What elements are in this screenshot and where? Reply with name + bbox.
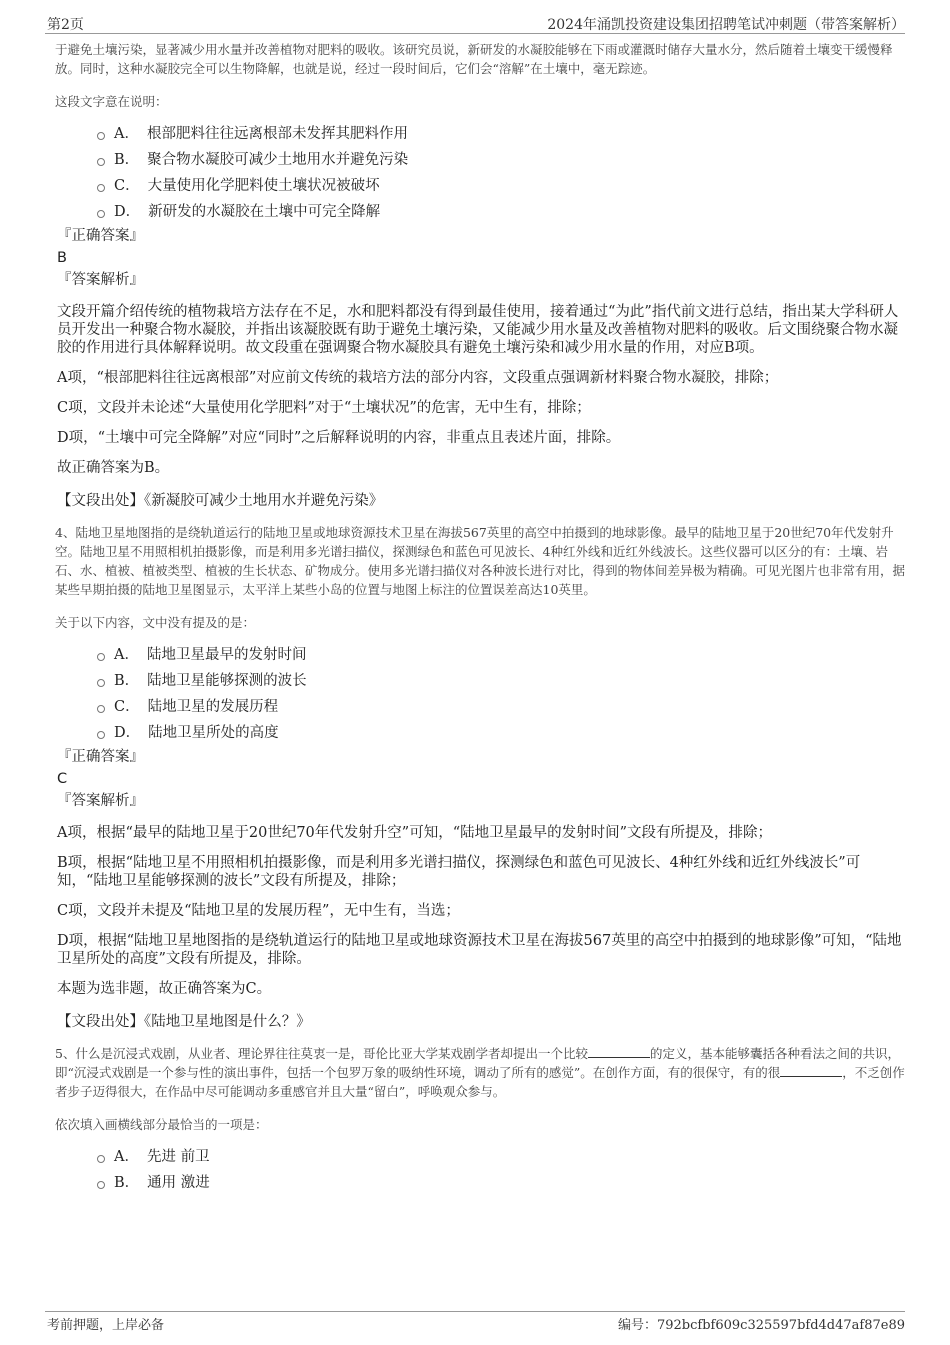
q3-answer: B xyxy=(57,250,67,266)
q4-analysis-line: A项，根据“最早的陆地卫星于20世纪70年代发射升空”可知，“陆地卫星最早的发射时间”文段有所提及，排除； xyxy=(57,825,773,841)
q3-analysis-line: D项，“土壤中可完全降解”对应“同时”之后解释说明的内容，非重点且表述片面，排除。 xyxy=(57,430,621,446)
radio-icon[interactable] xyxy=(97,731,105,739)
radio-icon[interactable] xyxy=(97,653,105,661)
q3-analysis-line: 故正确答案为B。 xyxy=(57,460,170,476)
radio-icon[interactable] xyxy=(97,1155,105,1163)
q3-prompt: 这段文字意在说明： xyxy=(55,94,168,109)
q3-option-c[interactable]: C． 大量使用化学肥料使土壤状况被破坏 xyxy=(97,173,905,199)
footer-divider xyxy=(45,1311,905,1312)
q4-answer-label: 『正确答案』 xyxy=(57,749,144,765)
footer-slogan: 考前押题，上岸必备 xyxy=(47,1318,165,1333)
q5-options xyxy=(97,1144,905,1196)
radio-icon[interactable] xyxy=(97,1181,105,1189)
page-header xyxy=(0,0,950,36)
q4-option-a[interactable]: A． 陆地卫星最早的发射时间 xyxy=(97,642,905,668)
q4-analysis-label: 『答案解析』 xyxy=(57,793,144,809)
page-content xyxy=(45,40,905,1196)
q4-prompt: 关于以下内容，文中没有提及的是： xyxy=(55,615,256,630)
q4-analysis-line: B项，根据“陆地卫星不用照相机拍摄影像，而是利用多光谱扫描仪，探测绿色和蓝色可见波长、4种红外线和近红外线波长”可知，“陆地卫星能够探测的波长”文段有所提及，排除； xyxy=(57,855,861,889)
q3-answer-label: 『正确答案』 xyxy=(57,228,144,244)
q4-option-b[interactable]: B． 陆地卫星能够探测的波长 xyxy=(97,668,905,694)
q4-option-c[interactable]: C． 陆地卫星的发展历程 xyxy=(97,694,905,720)
fill-blank-1 xyxy=(588,1045,650,1058)
q5-option-b[interactable]: B． 通用 激进 xyxy=(97,1170,905,1196)
q3-option-b[interactable]: B． 聚合物水凝胶可减少土地用水并避免污染 xyxy=(97,147,905,173)
q5-stem: 5、什么是沉浸式戏剧，从业者、理论界往往莫衷一是，哥伦比亚大学某戏剧学者却提出一个比较 的定义，基本能够囊括各种看法之间的共识，即“沉浸式戏剧是一个参与性的演出事件，包括一个包罗万象的吸纳性环境，调动了所有的感觉”。在创作方面，有的很保守，有的很 ，不乏创作者步子迈得很大，在作品中尽可能调动多重感官并且大量“留白”，呼唤观众参与。 xyxy=(55,1046,905,1099)
q4-analysis-line: C项，文段并未提及“陆地卫星的发展历程”，无中生有，当选； xyxy=(57,903,460,919)
q3-analysis-line: C项，文段并未论述“大量使用化学肥料”对于“土壤状况”的危害，无中生有，排除； xyxy=(57,400,591,416)
q3-analysis-line: A项，“根部肥料往往远离根部”对应前文传统的栽培方法的部分内容，文段重点强调新材料聚合物水凝胶，排除； xyxy=(57,370,779,386)
radio-icon[interactable] xyxy=(97,158,105,166)
q4-stem: 4、陆地卫星地图指的是绕轨道运行的陆地卫星或地球资源技术卫星在海拔567英里的高空中拍摄到的地球影像。最早的陆地卫星于20世纪70年代发射升空。陆地卫星不用照相机拍摄影像，而是利用多光谱扫描仪，探测绿色和蓝色可见波长、4种红外线和近红外线波长。这些仪器可以区分的有：土壤、岩石、水、植被、植被类型、植被的生长状态、矿物成分。使用多光谱扫描仪对各种波长进行对比，得到的物体间差异极为精确。可见光图片也非常有用，据某些早期拍摄的陆地卫星图显示，太平洋上某些小岛的位置与地图上标注的位置误差高达10英里。 xyxy=(55,525,906,597)
radio-icon[interactable] xyxy=(97,184,105,192)
q3-analysis-line: 文段开篇介绍传统的植物栽培方法存在不足，水和肥料都没有得到最佳使用，接着通过“为此”指代前文进行总结，指出某大学科研人员开发出一种聚合物水凝胶，并指出该凝胶既有助于避免土壤污染，又能减少用水量及改善植物对肥料的吸收。后文围绕聚合物水凝胶的作用进行具体解释说明。故文段重在强调聚合物水凝胶具有避免土壤污染和减少用水量的作用，对应B项。 xyxy=(57,304,899,356)
document-id: 编号：792bcfbf609c325597bfd4d47af87e89 xyxy=(617,1318,905,1333)
q4-option-d[interactable]: D． 陆地卫星所处的高度 xyxy=(97,720,905,746)
document-title: 2024年涌凯投资建设集团招聘笔试冲刺题（带答案解析） xyxy=(547,17,905,33)
q4-options xyxy=(97,642,905,746)
radio-icon[interactable] xyxy=(97,705,105,713)
q3-passage-tail: 于避免土壤污染，显著减少用水量并改善植物对肥料的吸收。该研究员说，新研发的水凝胶能够在下雨或灌溉时储存大量水分，然后随着土壤变干缓慢释放。同时，这种水凝胶完全可以生物降解，也就是说，经过一段时间后，它们会“溶解”在土壤中，毫无踪迹。 xyxy=(55,42,893,76)
page-number: 第2页 xyxy=(47,17,84,33)
q4-source: 【文段出处】《陆地卫星地图是什么？》 xyxy=(57,1014,311,1030)
q3-option-a[interactable]: A． 根部肥料往往远离根部未发挥其肥料作用 xyxy=(97,121,905,147)
q3-options xyxy=(97,121,905,225)
q3-analysis-label: 『答案解析』 xyxy=(57,272,144,288)
q4-analysis-line: D项，根据“陆地卫星地图指的是绕轨道运行的陆地卫星或地球资源技术卫星在海拔567英里的高空中拍摄到的地球影像”可知，“陆地卫星所处的高度”文段有所提及，排除。 xyxy=(57,933,902,967)
header-divider xyxy=(45,33,905,34)
radio-icon[interactable] xyxy=(97,679,105,687)
q3-source: 【文段出处】《新凝胶可减少土地用水并避免污染》 xyxy=(57,493,384,509)
q4-analysis-line: 本题为选非题，故正确答案为C。 xyxy=(57,981,272,997)
q4-answer: C xyxy=(57,771,68,787)
q5-prompt: 依次填入画横线部分最恰当的一项是： xyxy=(55,1117,268,1132)
q3-option-d[interactable]: D． 新研发的水凝胶在土壤中可完全降解 xyxy=(97,199,905,225)
radio-icon[interactable] xyxy=(97,132,105,140)
q5-option-a[interactable]: A． 先进 前卫 xyxy=(97,1144,905,1170)
fill-blank-2 xyxy=(780,1064,842,1077)
radio-icon[interactable] xyxy=(97,210,105,218)
